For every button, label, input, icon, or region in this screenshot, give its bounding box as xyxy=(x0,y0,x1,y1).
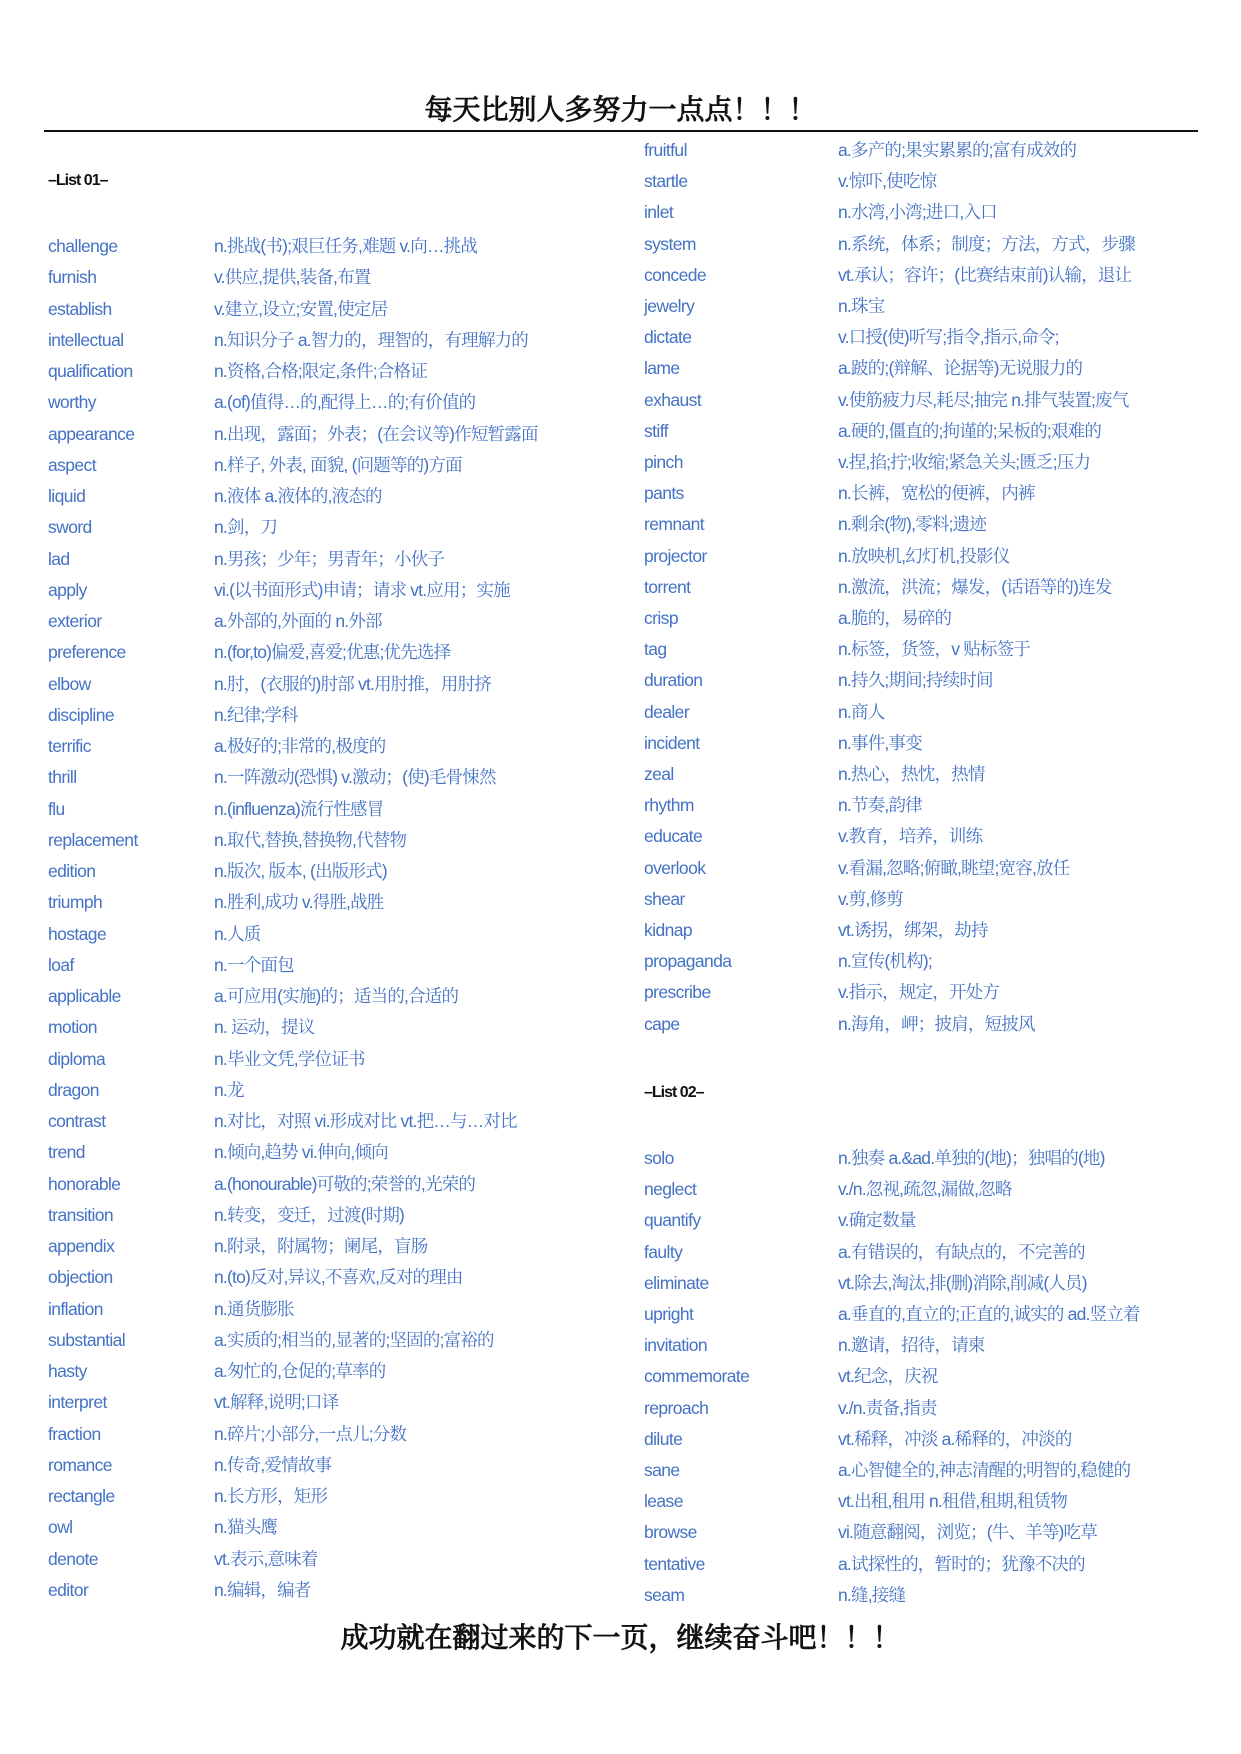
vocab-definition: n.液体 a.液体的,液态的 xyxy=(214,486,382,506)
vocab-word: edition xyxy=(48,861,96,881)
vocab-definition: n.剩余(物),零料;遗迹 xyxy=(838,514,987,535)
vocab-word: thrill xyxy=(48,767,77,788)
vocab-definition: n.系统，体系；制度；方法，方式，步骤 xyxy=(838,233,1135,254)
vocab-definition: vt.承认；容许；(比赛结束前)认输，退让 xyxy=(838,264,1132,285)
vocab-definition: v./n.责备,指责 xyxy=(838,1397,937,1418)
vocab-definition: n.(influenza)流行性感冒 xyxy=(214,798,384,819)
vocab-word: startle xyxy=(644,171,688,192)
vocab-definition: n.碎片;小部分,一点儿;分数 xyxy=(214,1423,407,1444)
vocab-word: propaganda xyxy=(644,951,732,972)
vocab-definition: n.宣传(机构); xyxy=(838,951,932,972)
vocab-definition: n.邀请，招待，请柬 xyxy=(838,1335,985,1356)
vocab-definition: n.编辑，编者 xyxy=(214,1579,311,1600)
vocab-definition: n.持久;期间;持续时间 xyxy=(838,670,993,691)
vocab-definition: vt.出租,租用 n.租借,租期,租赁物 xyxy=(838,1491,1068,1512)
vocab-definition: v.教育，培养，训练 xyxy=(838,826,983,847)
vocab-definition: a.试探性的，暂时的；犹豫不决的 xyxy=(838,1553,1085,1574)
vocab-definition: n.样子, 外表, 面貌, (问题等的)方面 xyxy=(214,454,462,475)
vocab-definition: n.剑，刀 xyxy=(214,517,278,538)
vocab-word: aspect xyxy=(48,454,96,475)
vocab-definition: n.纪律;学科 xyxy=(214,704,298,725)
vocab-definition: a.脆的，易碎的 xyxy=(838,608,952,628)
vocab-definition: v./n.忽视,疏忽,漏做,忽略 xyxy=(838,1179,1012,1200)
vocab-definition: a.心智健全的,神志清醒的;明智的,稳健的 xyxy=(838,1460,1131,1480)
vocab-word: dealer xyxy=(644,701,690,722)
vocab-definition: v.剪,修剪 xyxy=(838,888,903,909)
vocab-definition: v.看漏,忽略;俯瞰,眺望;宽容,放任 xyxy=(838,857,1070,878)
vocab-definition: v.确定数量 xyxy=(838,1210,916,1231)
vocab-word: rectangle xyxy=(48,1486,115,1506)
vocab-definition: n.独奏 a.&ad.单独的(地)；独唱的(地) xyxy=(838,1148,1105,1168)
vocab-word: remnant xyxy=(644,514,704,535)
vocab-word: jewelry xyxy=(644,296,695,316)
vocab-word: reproach xyxy=(644,1397,709,1418)
vocab-definition: n.附录，附属物；阑尾，盲肠 xyxy=(214,1236,428,1256)
vocab-word: eliminate xyxy=(644,1272,709,1293)
vocab-word: lame xyxy=(644,358,680,379)
vocab-word: dilute xyxy=(644,1428,683,1449)
vocab-word: establish xyxy=(48,298,112,319)
vocab-word: seam xyxy=(644,1584,685,1605)
vocab-word: worthy xyxy=(48,392,96,413)
vocab-word: fruitful xyxy=(644,140,687,160)
vocab-definition: vt.纪念，庆祝 xyxy=(838,1366,938,1387)
vocab-word: romance xyxy=(48,1454,112,1475)
vocab-definition: n.毕业文凭,学位证书 xyxy=(214,1048,365,1069)
vocab-word: terrific xyxy=(48,736,91,756)
vocab-definition: n.版次, 版本, (出版形式) xyxy=(214,861,387,881)
vocab-word: hasty xyxy=(48,1361,87,1381)
vocab-definition: n.转变，变迁，过渡(时期) xyxy=(214,1204,405,1225)
vocab-word: tentative xyxy=(644,1553,705,1574)
vocab-word: exterior xyxy=(48,611,102,631)
vocab-word: inflation xyxy=(48,1298,103,1319)
vocab-word: quantify xyxy=(644,1210,701,1231)
vocab-definition: n.取代,替换,替换物,代替物 xyxy=(214,829,407,850)
vocab-definition: n.长裤，宽松的便裤，内裤 xyxy=(838,483,1035,504)
vocab-definition: n.水湾,小湾;进口,入口 xyxy=(838,202,997,223)
vocab-definition: v.惊吓,使吃惊 xyxy=(838,171,937,192)
vocab-word: contrast xyxy=(48,1111,106,1131)
vocab-word: liquid xyxy=(48,486,86,506)
vocab-definition: n.缝,接缝 xyxy=(838,1584,906,1605)
vocab-definition: v.使筋疲力尽,耗尽;抽完 n.排气装置;废气 xyxy=(838,389,1129,410)
vocab-word: tag xyxy=(644,639,667,660)
vocab-definition: v.供应,提供,装备,布置 xyxy=(214,267,371,288)
vocab-word: pinch xyxy=(644,452,683,472)
vocab-word: applicable xyxy=(48,986,121,1006)
vocab-definition: n.激流，洪流；爆发，(话语等的)连发 xyxy=(838,576,1112,597)
vocab-definition: n.知识分子 a.智力的，理智的，有理解力的 xyxy=(214,329,528,350)
vocab-word: transition xyxy=(48,1204,114,1225)
vocab-word: projector xyxy=(644,545,707,566)
vocab-definition: n.商人 xyxy=(838,701,885,722)
vocab-definition: v.建立,设立;安置,使定居 xyxy=(214,298,388,319)
vocab-word: inlet xyxy=(644,202,674,223)
vocab-word: apply xyxy=(48,579,87,600)
vocab-word: qualification xyxy=(48,361,133,381)
vocab-definition: n.长方形，矩形 xyxy=(214,1486,328,1506)
vocab-definition: n.猫头鹰 xyxy=(214,1517,278,1538)
vocab-word: diploma xyxy=(48,1048,106,1069)
vocab-word: faulty xyxy=(644,1241,683,1262)
vocab-word: dragon xyxy=(48,1079,99,1100)
vocab-definition: a.外部的,外面的 n.外部 xyxy=(214,611,382,631)
vocab-definition: n.倾向,趋势 vi.伸向,倾向 xyxy=(214,1142,388,1163)
vocab-word: denote xyxy=(48,1548,98,1569)
vocab-word: browse xyxy=(644,1522,697,1543)
vocab-word: cape xyxy=(644,1013,680,1034)
vocab-definition: n.男孩；少年；男青年；小伙子 xyxy=(214,548,445,569)
vocab-definition: vt.稀释，冲淡 a.稀释的，冲淡的 xyxy=(838,1428,1072,1449)
vocab-definition: n. 运动，提议 xyxy=(214,1017,315,1038)
vocab-word: furnish xyxy=(48,267,97,288)
vocab-word: educate xyxy=(644,826,703,847)
vocab-word: challenge xyxy=(48,236,118,256)
vocab-word: substantial xyxy=(48,1329,126,1350)
vocab-word: lad xyxy=(48,548,70,569)
vocab-word: owl xyxy=(48,1517,73,1538)
vocab-definition: a.实质的;相当的,显著的;坚固的;富裕的 xyxy=(214,1329,494,1350)
vocab-definition: vt.表示,意味着 xyxy=(214,1548,318,1569)
vocab-definition: a.多产的;果实累累的;富有成效的 xyxy=(838,140,1077,160)
vocab-word: crisp xyxy=(644,608,678,628)
vocab-word: torrent xyxy=(644,576,691,597)
vocab-word: exhaust xyxy=(644,389,702,410)
vocab-word: concede xyxy=(644,264,706,285)
page-header: 每天比别人多努力一点点！！！ xyxy=(424,93,817,126)
vocab-definition: n.热心，热忱，热情 xyxy=(838,764,985,784)
vocab-definition: n.标签，货签，v 贴标签于 xyxy=(838,639,1031,660)
vocab-word: flu xyxy=(48,798,65,819)
vocab-word: duration xyxy=(644,670,703,691)
vocab-word: neglect xyxy=(644,1179,697,1200)
vocab-word: interpret xyxy=(48,1392,107,1413)
vocab-word: trend xyxy=(48,1142,85,1163)
vocab-definition: n.一个面包 xyxy=(214,954,294,975)
vocab-definition: n.胜利,成功 v.得胜,战胜 xyxy=(214,892,384,913)
vocab-definition: vi.随意翻阅，浏览；(牛、羊等)吃草 xyxy=(838,1522,1097,1543)
vocab-definition: n.(to)反对,异议,不喜欢,反对的理由 xyxy=(214,1267,463,1288)
vocab-word: elbow xyxy=(48,673,91,694)
vocab-word: invitation xyxy=(644,1335,708,1356)
vocab-definition: n.(for,to)偏爱,喜爱;优惠;优先选择 xyxy=(214,642,451,663)
vocab-word: hostage xyxy=(48,923,107,944)
vocab-word: preference xyxy=(48,642,126,663)
vocab-word: intellectual xyxy=(48,329,124,350)
vocab-definition: n.通货膨胀 xyxy=(214,1298,294,1319)
list-01-title: –List 01– xyxy=(48,172,108,189)
vocab-definition: a.(of)值得…的,配得上…的;有价值的 xyxy=(214,392,476,413)
vocab-word: commemorate xyxy=(644,1366,750,1387)
vocab-definition: a.可应用(实施)的；适当的,合适的 xyxy=(214,986,459,1006)
vocab-definition: a.有错误的，有缺点的，不完善的 xyxy=(838,1241,1085,1262)
vocab-word: loaf xyxy=(48,954,74,975)
vocab-definition: n.对比，对照 vi.形成对比 vt.把…与…对比 xyxy=(214,1111,517,1131)
vocab-definition: n.传奇,爱情故事 xyxy=(214,1454,332,1475)
vocab-word: triumph xyxy=(48,892,103,913)
vocab-word: dictate xyxy=(644,327,692,348)
vocab-word: overlook xyxy=(644,857,706,878)
vocab-word: stiff xyxy=(644,420,668,441)
vocab-definition: n.节奏,韵律 xyxy=(838,795,922,816)
vocab-definition: n.肘，(衣服的)肘部 vt.用肘推，用肘挤 xyxy=(214,673,491,694)
vocab-definition: a.极好的;非常的,极度的 xyxy=(214,736,386,756)
vocab-word: upright xyxy=(644,1304,694,1324)
vocab-definition: n.一阵激动(恐惧) v.激动；(使)毛骨悚然 xyxy=(214,767,496,788)
vocab-word: motion xyxy=(48,1017,97,1038)
vocab-definition: n.事件,事变 xyxy=(838,732,922,753)
vocab-definition: a.(honourable)可敬的;荣誉的,光荣的 xyxy=(214,1173,476,1194)
header-rule xyxy=(44,130,1198,132)
vocab-definition: n.出现，露面；外表；(在会议等)作短暂露面 xyxy=(214,423,538,444)
vocab-word: sword xyxy=(48,517,92,538)
vocab-definition: n.珠宝 xyxy=(838,296,885,316)
vocab-word: fraction xyxy=(48,1423,101,1444)
vocab-word: replacement xyxy=(48,829,138,850)
vocab-definition: vt.解释,说明;口译 xyxy=(214,1392,339,1413)
vocab-definition: v.指示，规定，开处方 xyxy=(838,982,1000,1003)
vocab-word: sane xyxy=(644,1460,680,1480)
vocab-word: kidnap xyxy=(644,920,692,940)
vocab-definition: n.海角，岬；披肩，短披风 xyxy=(838,1013,1035,1034)
vocab-word: zeal xyxy=(644,764,674,784)
vocab-definition: v.捏,掐;拧;收缩;紧急关头;匮乏;压力 xyxy=(838,452,1091,472)
page-footer: 成功就在翻过来的下一页，继续奋斗吧！！！ xyxy=(340,1621,901,1654)
vocab-definition: a.匆忙的,仓促的;草率的 xyxy=(214,1361,386,1381)
vocab-definition: vi.(以书面形式)申请；请求 vt.应用；实施 xyxy=(214,579,510,600)
vocab-definition: vt.诱拐，绑架，劫持 xyxy=(838,920,988,940)
vocab-definition: n.挑战(书);艰巨任务,难题 v.向…挑战 xyxy=(214,236,478,256)
vocab-word: discipline xyxy=(48,704,114,725)
vocab-word: editor xyxy=(48,1579,89,1600)
vocab-word: system xyxy=(644,233,696,254)
vocab-word: rhythm xyxy=(644,795,694,816)
vocab-definition: vt.除去,淘汰,排(删)消除,削减(人员) xyxy=(838,1272,1087,1293)
vocab-word: shear xyxy=(644,888,685,909)
vocab-definition: a.垂直的,直立的;正直的,诚实的 ad.竖立着 xyxy=(838,1304,1140,1324)
vocab-word: pants xyxy=(644,483,684,504)
vocab-word: solo xyxy=(644,1148,674,1168)
vocab-definition: a.跛的;(辩解、论据等)无说服力的 xyxy=(838,358,1083,379)
vocab-word: incident xyxy=(644,732,700,753)
vocab-definition: n.人质 xyxy=(214,923,261,944)
vocab-definition: a.硬的,僵直的;拘谨的;呆板的;艰难的 xyxy=(838,420,1102,441)
vocab-definition: n.龙 xyxy=(214,1079,244,1100)
vocab-definition: v.口授(使)听写;指令,指示,命令; xyxy=(838,327,1059,348)
list-02-title: –List 02– xyxy=(644,1084,704,1101)
vocab-word: lease xyxy=(644,1491,683,1512)
vocab-word: prescribe xyxy=(644,982,711,1003)
vocab-word: appearance xyxy=(48,423,135,444)
vocab-word: objection xyxy=(48,1267,113,1288)
vocab-definition: n.资格,合格;限定,条件;合格证 xyxy=(214,361,427,381)
vocab-word: appendix xyxy=(48,1236,115,1256)
vocab-definition: n.放映机,幻灯机,投影仪 xyxy=(838,545,1010,566)
vocab-word: honorable xyxy=(48,1173,121,1194)
